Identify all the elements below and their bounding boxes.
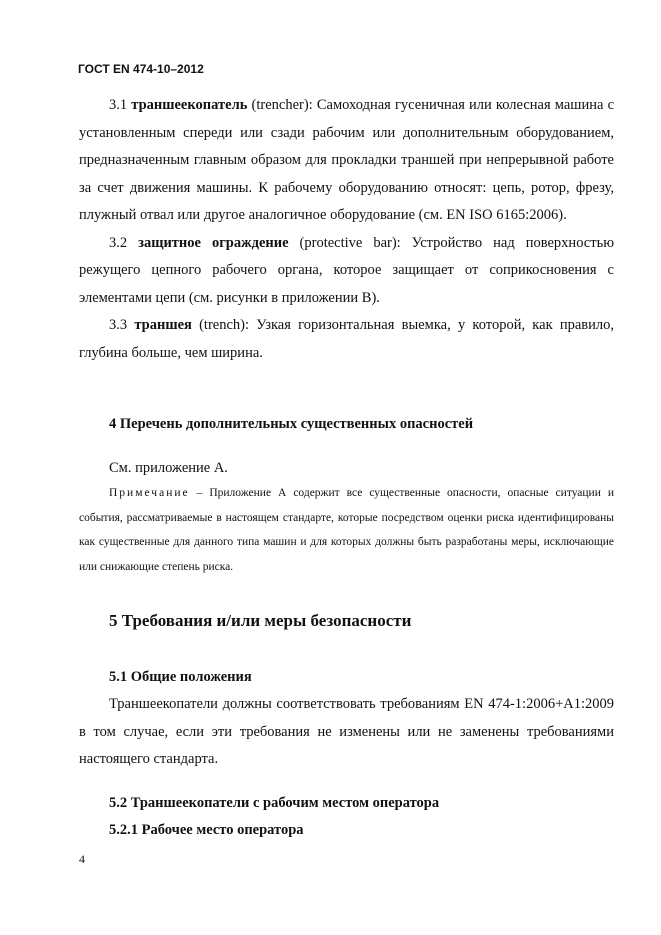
clause-number: 3.2	[109, 234, 128, 251]
clause-number: 3.3	[109, 317, 128, 333]
clause-3-2	[79, 230, 614, 313]
clause-term: защитное ограждение	[138, 234, 289, 251]
clause-text: (trench): Узкая горизонтальная выемка, у которой, как правило, глубина больше, чем ширина.	[79, 317, 615, 361]
section-4-heading: 4 Перечень дополнительных существенных опасностей	[109, 416, 474, 432]
clause-text: (trencher): Самоходная гусеничная или колесная машина с установленным спереди или сзади рабочим или дополнительным оборудованием, предназначенным главным образом для прокладки траншей при непрерывной работе за счет движения машины. К рабочему оборудованию относят: цепь, ротор, фрезу, плужный отвал или другое аналогичное оборудование (см. EN ISO 6165:2006).	[79, 97, 615, 223]
clause-3-3	[79, 312, 614, 367]
note-label: Примечание	[109, 487, 190, 499]
section-5-heading: 5 Требования и/или меры безопасности	[109, 611, 412, 631]
clause-3-1	[79, 92, 614, 230]
section-5-2-heading: 5.2 Траншеекопатели с рабочим местом оператора	[109, 794, 440, 811]
clause-term: траншеекопатель	[131, 97, 248, 113]
section-5-2-1-heading: 5.2.1 Рабочее место оператора	[109, 821, 304, 838]
page-number: 4	[79, 852, 85, 866]
clause-term: траншея	[134, 317, 192, 333]
section-4-reference: См. приложение А.	[109, 460, 228, 476]
document-body	[79, 92, 614, 844]
document-code: ГОСТ EN 474-10–2012	[78, 62, 204, 76]
section-4-note	[79, 481, 614, 579]
note-text: – Приложение А содержит все существенные опасности, опасные ситуации и события, рассматриваемые в настоящем стандарте, которые посредством оценки риска идентифицированы как существенные для данного типа машин и для которых должны быть разработаны меры, исключающие или снижающие степень риска.	[79, 487, 614, 573]
section-5-1-text: Траншеекопатели должны соответствовать требованиям EN 474-1:2006+A1:2009 в том случае, если эти требования не изменены или не заменены требованиями настоящего стандарта.	[79, 696, 614, 768]
clause-text: (protective bar): Устройство над поверхностью режущего цепного рабочего органа, которое защищает от соприкосновения с элементами цепи (см. рисунки в приложении В).	[79, 234, 615, 306]
clause-number: 3.1	[109, 97, 128, 113]
section-5-1-heading: 5.1 Общие положения	[109, 669, 252, 686]
